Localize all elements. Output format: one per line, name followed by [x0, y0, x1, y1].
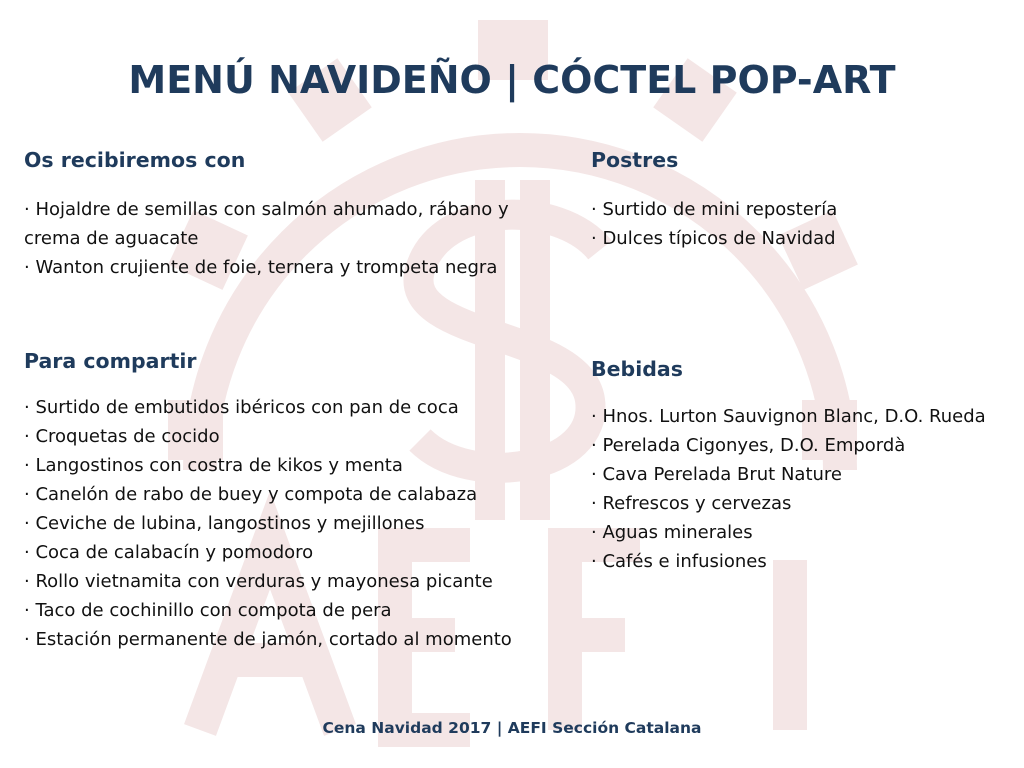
list-item: · Hnos. Lurton Sauvignon Blanc, D.O. Rueda — [591, 406, 986, 427]
section-heading-compartir: Para compartir — [24, 349, 197, 373]
section-heading-recibiremos: Os recibiremos con — [24, 148, 246, 172]
list-item: · Estación permanente de jamón, cortado al momento — [24, 629, 512, 650]
footer-caption: Cena Navidad 2017 | AEFI Sección Catalana — [322, 719, 702, 737]
list-item: · Dulces típicos de Navidad — [591, 228, 836, 249]
bebidas-list — [591, 402, 1021, 576]
list-item: · Rollo vietnamita con verduras y mayonesa picante — [24, 571, 493, 592]
list-item: · Aguas minerales — [591, 522, 753, 543]
page-title: MENÚ NAVIDEÑO | CÓCTEL POP-ART — [128, 58, 896, 102]
list-item: · Cafés e infusiones — [591, 551, 767, 572]
list-item: · Refrescos y cervezas — [591, 493, 792, 514]
compartir-list — [24, 393, 584, 654]
list-item: · Coca de calabacín y pomodoro — [24, 542, 314, 563]
recibiremos-list — [24, 195, 569, 282]
list-item: · Taco de cochinillo con compota de pera — [24, 600, 392, 621]
postres-list — [591, 195, 1011, 253]
list-item: · Croquetas de cocido — [24, 426, 220, 447]
list-item: · Canelón de rabo de buey y compota de calabaza — [24, 484, 478, 505]
list-item: · Hojaldre de semillas con salmón ahumado, rábano y crema de aguacate — [24, 199, 509, 249]
list-item: · Cava Perelada Brut Nature — [591, 464, 842, 485]
list-item: · Wanton crujiente de foie, ternera y trompeta negra — [24, 257, 498, 278]
list-item: · Surtido de mini repostería — [591, 199, 838, 220]
list-item: · Ceviche de lubina, langostinos y mejillones — [24, 513, 425, 534]
list-item: · Surtido de embutidos ibéricos con pan de coca — [24, 397, 459, 418]
section-heading-postres: Postres — [591, 148, 679, 172]
list-item: · Langostinos con costra de kikos y menta — [24, 455, 403, 476]
section-heading-bebidas: Bebidas — [591, 357, 683, 381]
list-item: · Perelada Cigonyes, D.O. Empordà — [591, 435, 906, 456]
